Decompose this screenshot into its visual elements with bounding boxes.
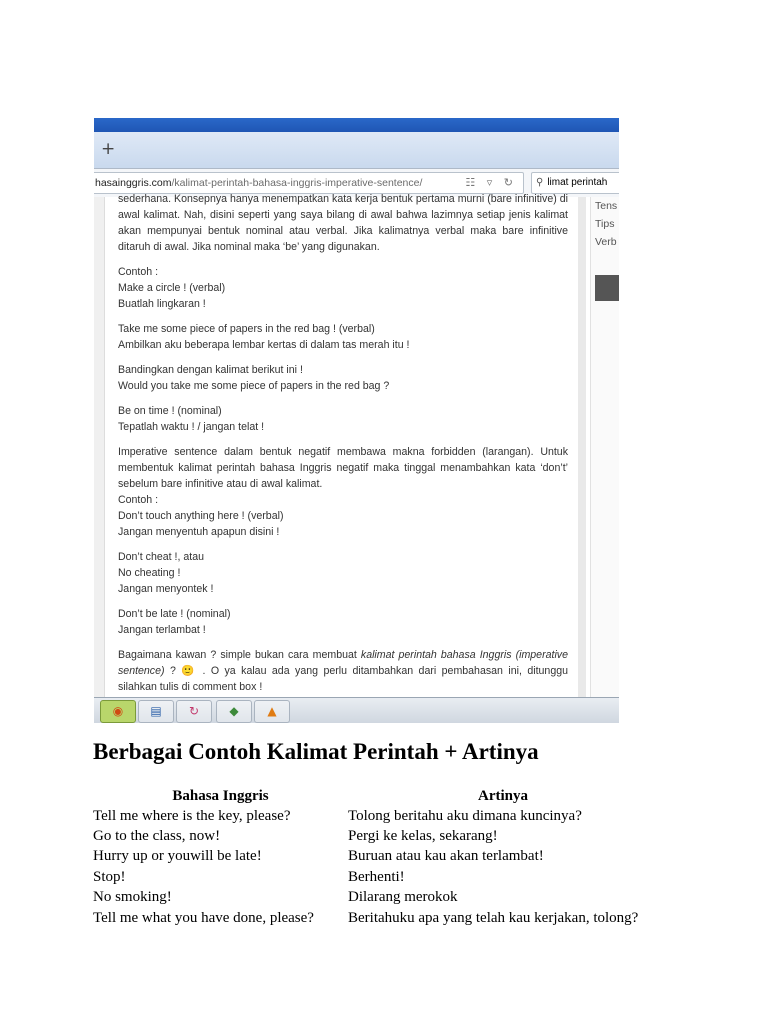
english-cell: No smoking!	[93, 889, 172, 906]
sidebar-link[interactable]: Tens	[595, 200, 618, 212]
article-paragraph: Imperative sentence dalam bentuk negatif membawa makna forbidden (larangan). Untuk membentuk kalimat perintah bahasa Inggris negatif maka tinggal menambahkan kata ‘don’t’ sebelum bare infinitive atau di awal kalimat.	[118, 446, 568, 490]
example-label: Contoh :	[118, 266, 159, 278]
browser-screenshot	[94, 118, 619, 723]
column-header-english: Bahasa Inggris	[172, 787, 269, 804]
example-line: Take me some piece of papers in the red bag ! (verbal)	[118, 323, 375, 335]
example-line: Make a circle ! (verbal)	[118, 282, 226, 294]
example-label: Contoh :	[118, 494, 159, 506]
page-margin	[94, 197, 105, 697]
article-paragraph: sederhana. Konsepnya hanya menempatkan kata kerja bentuk pertama murni (bare infinitive) di awal kalimat. Nah, disini seperti yang saya bilang di awal bahwa lazimnya setiap jenis kalimat akan mempunyai bentuk nominal atau verbal. Jika kalimatnya verbal maka bare infinitive ditaruh di awal. Jika nominal maka ‘be’ yang digunakan.	[118, 193, 568, 253]
example-line: Don’t cheat !, atau	[118, 551, 204, 563]
page-title: Berbagai Contoh Kalimat Perintah + Artinya	[93, 739, 539, 764]
window-title-bar	[94, 118, 619, 132]
url-path: /kalimat-perintah-bahasa-inggris-imperative-sentence/	[171, 177, 423, 189]
new-tab-button[interactable]: +	[101, 139, 116, 159]
document-icon[interactable]: ▤	[138, 700, 174, 723]
example-line: Don’t touch anything here ! (verbal)	[118, 510, 284, 522]
article-example	[118, 606, 568, 638]
column-header-meaning: Artinya	[478, 787, 528, 804]
meaning-cell: Berhenti!	[348, 868, 405, 885]
table-header-row	[93, 786, 658, 806]
firefox-icon[interactable]: ◉	[100, 700, 136, 723]
article-example	[118, 362, 568, 394]
search-icon: ⚲	[536, 177, 544, 188]
table-row	[93, 826, 658, 846]
example-line: Jangan menyentuh apapun disini !	[118, 526, 280, 538]
web-page	[94, 193, 619, 697]
table-row	[93, 847, 658, 867]
article-example	[118, 264, 568, 312]
article-example	[118, 403, 568, 435]
table-row	[93, 867, 658, 887]
english-cell: Go to the class, now!	[93, 828, 221, 845]
url-host: hasainggris.com	[95, 177, 172, 189]
meaning-cell: Beritahuku apa yang telah kau kerjakan, tolong?	[348, 909, 639, 926]
closing-text: ? 🙂 . O ya kalau ada yang perlu ditambahkan dari pembahasan ini, ditunggu silahkan tulis di comment box !	[118, 665, 568, 693]
english-cell: Hurry up or youwill be late!	[93, 848, 262, 865]
article-example	[118, 549, 568, 597]
sidebar-block	[595, 275, 619, 301]
network-icon[interactable]: ◆	[216, 700, 252, 723]
table-row	[93, 908, 658, 928]
article-body	[118, 191, 568, 704]
english-cell: Stop!	[93, 868, 126, 885]
article-paragraph	[118, 647, 568, 695]
tab-strip	[94, 132, 619, 169]
sidebar-link[interactable]: Tips	[595, 218, 615, 230]
article-example	[118, 444, 568, 540]
example-line: Jangan menyontek !	[118, 583, 214, 595]
scrollbar[interactable]	[578, 197, 586, 697]
example-line: No cheating !	[118, 567, 181, 579]
example-line: Ambilkan aku beberapa lembar kertas di dalam tas merah itu !	[118, 339, 410, 351]
vlc-icon[interactable]: ▲	[254, 700, 290, 723]
example-line: Would you take me some piece of papers in the red bag ?	[118, 380, 390, 392]
sidebar-link[interactable]: Verb	[595, 236, 617, 248]
taskbar	[94, 697, 619, 723]
example-line: Don’t be late ! (nominal)	[118, 608, 231, 620]
closing-text: Bagaimana kawan ? simple bukan cara membuat	[118, 649, 361, 661]
example-line: Bandingkan dengan kalimat berikut ini !	[118, 364, 303, 376]
article-link[interactable]: kalimat perintah bahasa Inggris (imperative sentence)	[118, 649, 568, 677]
table-row	[93, 888, 658, 908]
meaning-cell: Pergi ke kelas, sekarang!	[348, 828, 498, 845]
page-sidebar	[590, 197, 619, 697]
example-line: Be on time ! (nominal)	[118, 405, 222, 417]
reload-icon[interactable]: ☷ ▿ ↻	[465, 176, 517, 189]
example-line: Jangan terlambat !	[118, 624, 206, 636]
refresh-app-icon[interactable]: ↻	[176, 700, 212, 723]
table-row	[93, 806, 658, 826]
search-text: limat perintah	[547, 177, 608, 188]
article-example	[118, 321, 568, 353]
meaning-cell: Tolong beritahu aku dimana kuncinya?	[348, 807, 582, 824]
meaning-cell: Buruan atau kau akan terlambat!	[348, 848, 544, 865]
example-line: Tepatlah waktu ! / jangan telat !	[118, 421, 265, 433]
example-line: Buatlah lingkaran !	[118, 298, 206, 310]
english-cell: Tell me where is the key, please?	[93, 807, 291, 824]
meaning-cell: Dilarang merokok	[348, 889, 458, 906]
translation-table	[93, 786, 658, 928]
english-cell: Tell me what you have done, please?	[93, 909, 314, 926]
